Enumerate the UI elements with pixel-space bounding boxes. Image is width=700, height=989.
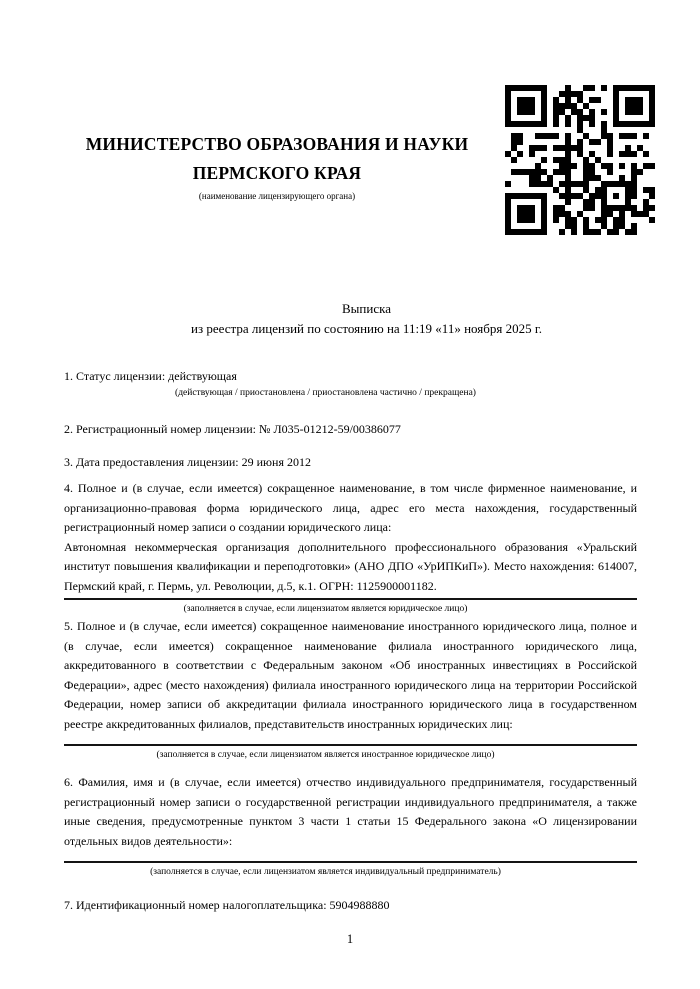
- foreign-entity-label: 5. Полное и (в случае, если имеется) сокращенное наименование иностранного юридического лица, полное и (в случае, если имеется) сокращенное наименование филиала иностранного юридического лица, аккредитованного в соответствии с Федеральным законом «Об иностранных инвестициях в Российской Федерации», адрес (место нахождения) филиала иностранного юридического лица на территории Российской Федерации, номер записи об аккредитации филиала иностранного юридического лица в государственном реестре аккредитованных филиалов, представительств иностранных юридических лиц:: [64, 619, 637, 731]
- taxpayer-id-text: 7. Идентификационный номер налогоплательщика: 5904988880: [64, 898, 390, 912]
- fill-in-line: [64, 598, 637, 600]
- item-license-grant-date: [64, 453, 637, 473]
- item-taxpayer-id: [64, 896, 637, 916]
- title-line2: из реестра лицензий по состоянию на 11:19 «11» ноября 2025 г.: [191, 320, 542, 336]
- registration-number-text: 2. Регистрационный номер лицензии: № Л035-01212-59/00386077: [64, 422, 401, 436]
- ministry-name-line1: МИНИСТЕРСТВО ОБРАЗОВАНИЯ И НАУКИ: [85, 134, 469, 154]
- legal-entity-label: 4. Полное и (в случае, если имеется) сокращенное наименование, в том числе фирменное наименование, и организационно-правовая форма юридического лица, адрес его места нахождения, государственный регистрационный номер записи о создании юридического лица:: [64, 481, 637, 534]
- ministry-name-line2: ПЕРМСКОГО КРАЯ: [192, 163, 362, 183]
- legal-entity-caption: (заполняется в случае, если лицензиатом является юридическое лицо): [183, 604, 468, 614]
- individual-entrepreneur-label: 6. Фамилия, имя и (в случае, если имеется) отчество индивидуального предпринимателя, государственный регистрационный номер записи о государственной регистрации индивидуального предпринимателя, а также иные сведения, предусмотренные пунктом 3 части 1 статьи 15 Федерального закона «О лицензировании отдельных видов деятельности»:: [64, 775, 637, 848]
- empty-value-space: [64, 734, 637, 742]
- qr-code-icon: [505, 85, 655, 235]
- ministry-header: [64, 130, 490, 202]
- license-status-options-caption: (действующая / приостановлена / приостановлена частично / прекращена): [175, 387, 476, 398]
- item-license-status: [64, 367, 637, 400]
- item-registration-number: [64, 420, 637, 440]
- foreign-entity-caption: (заполняется в случае, если лицензиатом является иностранное юридическое лицо): [156, 750, 495, 760]
- page-number: 1: [346, 932, 354, 946]
- individual-entrepreneur-caption: (заполняется в случае, если лицензиатом является индивидуальный предприниматель): [150, 867, 501, 877]
- legal-entity-value: Автономная некоммерческая организация дополнительного профессионального образования «Уральский институт повышения квалификации и переподготовки» (АНО ДПО «УрИПКиП»). Место нахождения: 614007, Пермский край, г. Пермь, ул. Революции, д.5, к.1. ОГРН: 1125900001182.: [64, 539, 637, 593]
- item-foreign-entity-info: [64, 617, 637, 762]
- fill-in-line: [64, 861, 637, 863]
- title-line1: Выписка: [342, 301, 391, 316]
- empty-value-space: [64, 851, 637, 859]
- document-title: [80, 299, 653, 338]
- licensing-authority-caption: (наименование лицензирующего органа): [198, 191, 356, 201]
- license-status-text: 1. Статус лицензии: действующая: [64, 369, 237, 383]
- fill-in-line: [64, 744, 637, 746]
- license-grant-date-text: 3. Дата предоставления лицензии: 29 июня 2012: [64, 455, 311, 469]
- item-legal-entity-info: [64, 479, 637, 616]
- item-individual-entrepreneur-info: [64, 773, 637, 879]
